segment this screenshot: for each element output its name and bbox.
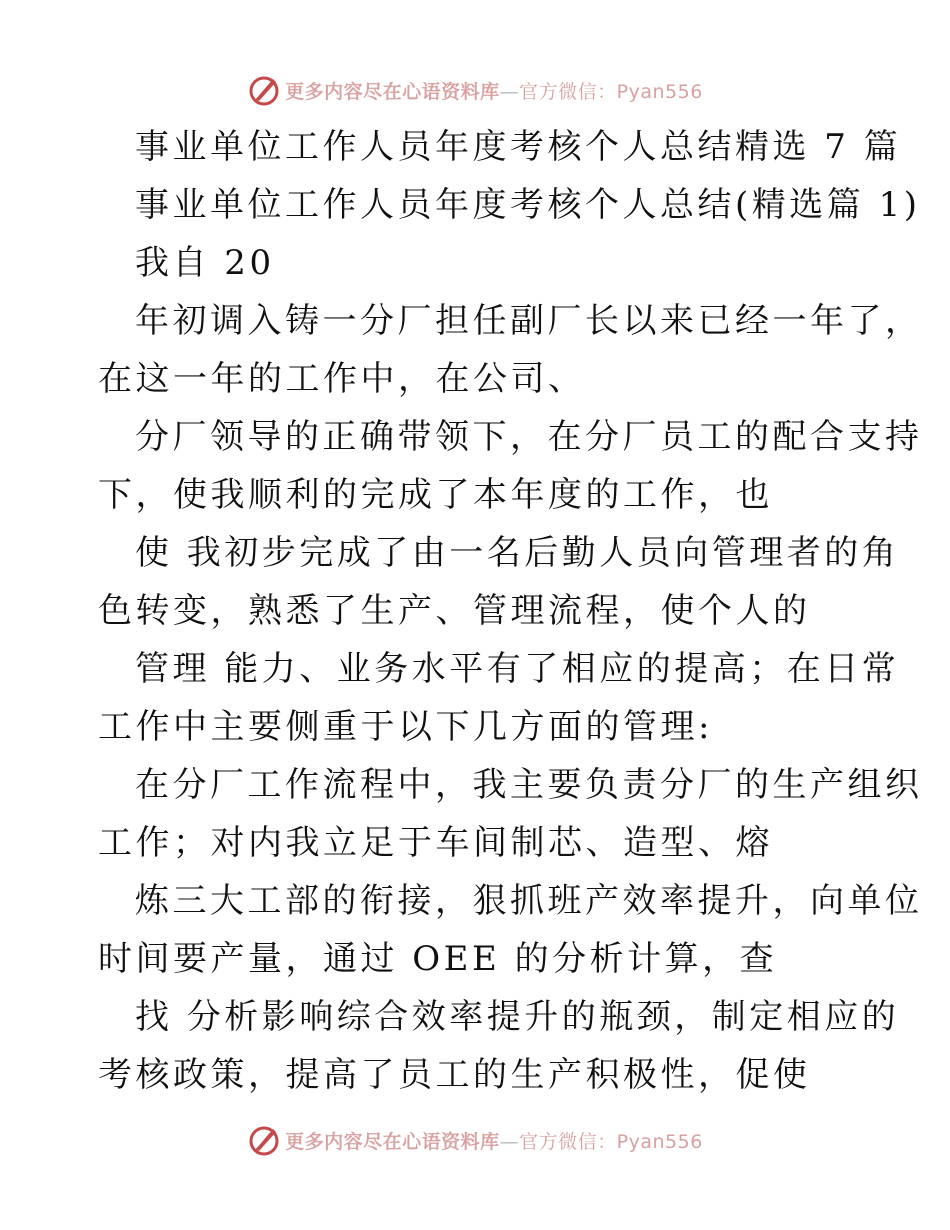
banner-wechat-text: 官方微信：Pyan556	[519, 80, 703, 103]
paragraph-line: 在分厂工作流程中，我主要负责分厂的生产组织	[135, 765, 923, 805]
paragraph-line: 管理 能力、业务水平有了相应的提高；在日常	[135, 649, 900, 689]
paragraph-line: 时间要产量，通过 OEE 的分析计算，查	[98, 939, 778, 979]
paragraph-line: 工作中主要侧重于以下几方面的管理:	[98, 707, 713, 747]
paragraph-line: 工作；对内我立足于车间制芯、造型、熔	[98, 823, 773, 863]
paragraph-line: 使 我初步完成了由一名后勤人员向管理者的角	[135, 533, 900, 573]
paragraph-line: 找 分析影响综合效率提升的瓶颈，制定相应的	[135, 997, 900, 1037]
paragraph-line: 考核政策，提高了员工的生产积极性，促使	[98, 1055, 811, 1095]
paragraph-line: 炼三大工部的衔接，狠抓班产效率提升，向单位	[135, 881, 923, 921]
paragraph-line: 色转变，熟悉了生产、管理流程，使个人的	[98, 591, 811, 631]
banner-main-text: 更多内容尽在心语资料库	[285, 80, 500, 103]
banner-wechat-text: 官方微信：Pyan556	[519, 1130, 703, 1153]
paragraph-line: 下，使我顺利的完成了本年度的工作，也	[98, 475, 773, 515]
banner-main-text: 更多内容尽在心语资料库	[285, 1130, 500, 1153]
quill-pen-logo-icon	[247, 1123, 281, 1157]
document-title: 事业单位工作人员年度考核个人总结精选 7 篇	[135, 127, 902, 167]
banner-separator: —	[499, 1130, 520, 1153]
paragraph-line: 年初调入铸一分厂担任副厂长以来已经一年了，	[135, 301, 923, 341]
footer-watermark-banner	[0, 1120, 950, 1160]
banner-separator: —	[499, 80, 520, 103]
paragraph-line: 在这一年的工作中，在公司、	[98, 359, 586, 399]
document-body	[98, 124, 923, 1110]
paragraph-line: 分厂领导的正确带领下，在分厂员工的配合支持	[135, 417, 923, 457]
paragraph-line: 事业单位工作人员年度考核个人总结(精选篇 1)	[135, 185, 921, 225]
paragraph-line: 我自 20	[135, 243, 275, 283]
header-watermark-banner	[0, 70, 950, 110]
quill-pen-logo-icon	[247, 73, 281, 107]
